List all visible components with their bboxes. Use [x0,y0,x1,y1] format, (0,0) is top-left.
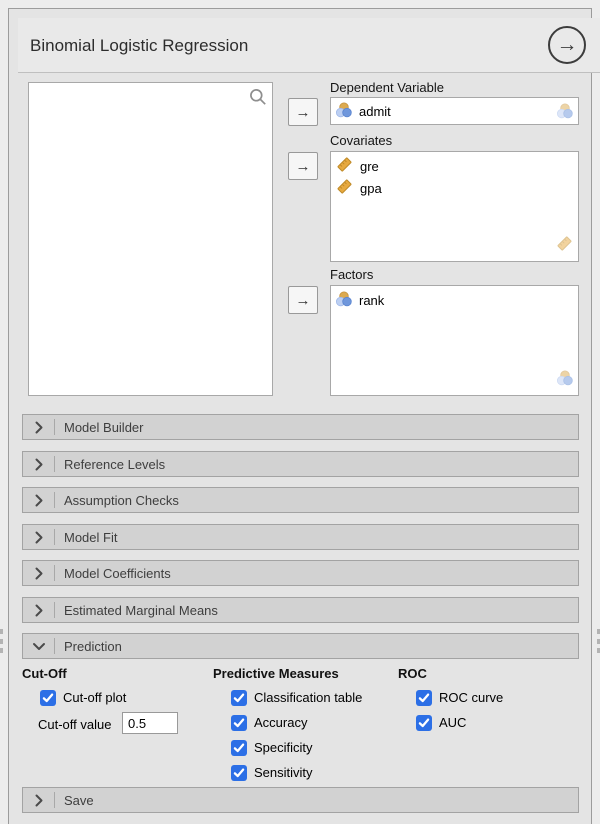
checkbox-label: Accuracy [254,715,308,730]
chevron-down-icon [35,640,44,653]
section-label: Estimated Marginal Means [64,602,218,618]
checkbox-label: ROC curve [439,690,504,705]
factors-box[interactable] [330,285,579,396]
checkmark-icon [233,742,245,754]
cutoff-value-label: Cut-off value [38,717,112,732]
run-analysis-button[interactable] [548,26,586,64]
predictive-measures-group-title: Predictive Measures [213,666,339,681]
available-variables-list[interactable] [28,82,273,396]
arrow-right-icon: → [295,103,311,121]
checkbox-classification-table[interactable] [231,689,362,706]
section-reference-levels[interactable] [22,451,579,477]
checkbox-auc[interactable] [416,714,466,731]
section-model-fit[interactable] [22,524,579,550]
page-title: Binomial Logistic Regression [30,36,249,55]
circle-arrow-right-icon: → [556,32,578,56]
variable-item[interactable] [331,155,578,177]
covariates-label: Covariates [330,133,393,148]
checkmark-icon [418,717,430,729]
checkbox-specificity[interactable] [231,739,313,756]
section-label: Reference Levels [64,456,166,472]
section-assumption-checks[interactable] [22,487,579,513]
section-prediction[interactable] [22,633,579,659]
nominal-icon [336,291,352,307]
checkmark-icon [233,692,245,704]
variable-item[interactable] [331,289,578,311]
checkbox-label: Specificity [254,740,313,755]
nominal-icon [336,102,352,118]
checkbox-label: Cut-off plot [63,690,127,705]
nominal-icon [557,103,573,119]
covariates-box[interactable] [330,151,579,262]
allowed-type-nominal-icon [557,370,573,391]
continuous-icon [556,235,573,252]
checkbox-label: Classification table [254,690,363,705]
section-label: Assumption Checks [64,492,179,508]
section-save[interactable] [22,787,579,813]
checkmark-icon [233,717,245,729]
chevron-right-icon [35,604,43,617]
chevron-right-icon [35,494,43,507]
continuous-icon [336,156,353,173]
chevron-right-icon [35,794,43,807]
move-to-factors-button[interactable] [288,286,318,314]
move-to-dependent-button[interactable] [288,98,318,126]
section-label: Model Coefficients [64,565,171,581]
section-estimated-marginal-means[interactable] [22,597,579,623]
section-label: Prediction [64,638,122,654]
allowed-type-continuous-icon [556,235,573,257]
section-model-builder[interactable] [22,414,579,440]
nominal-icon [557,370,573,386]
variable-name: gpa [360,180,382,196]
chevron-right-icon [35,567,43,580]
allowed-type-nominal-icon [557,103,573,124]
title-bar [18,18,600,73]
section-label: Save [64,792,94,808]
variable-item[interactable] [331,100,578,122]
variable-name: rank [359,292,385,308]
variable-name: gre [360,158,379,174]
cutoff-group-title: Cut-Off [22,666,67,681]
checkmark-icon [42,692,54,704]
checkbox-label: Sensitivity [254,765,313,780]
dependent-variable-box[interactable] [330,97,579,125]
dependent-variable-label: Dependent Variable [330,80,444,95]
continuous-icon [336,178,353,195]
checkbox-roc-curve[interactable] [416,689,503,706]
variable-name: admit [359,103,391,119]
checkbox-accuracy[interactable] [231,714,307,731]
arrow-right-icon: → [295,157,311,175]
chevron-right-icon [35,458,43,471]
chevron-right-icon [33,642,46,650]
cutoff-value-input[interactable] [122,712,178,734]
variable-item[interactable] [331,177,578,199]
checkbox-cutoff-plot[interactable] [40,689,126,706]
checkmark-icon [233,767,245,779]
roc-group-title: ROC [398,666,427,681]
chevron-right-icon [35,531,43,544]
search-icon[interactable] [249,88,267,106]
section-label: Model Fit [64,529,118,545]
section-model-coefficients[interactable] [22,560,579,586]
checkbox-sensitivity[interactable] [231,764,313,781]
checkbox-label: AUC [439,715,467,730]
section-label: Model Builder [64,419,144,435]
splitter-handle-left[interactable] [0,629,3,653]
arrow-right-icon: → [295,291,311,309]
factors-label: Factors [330,267,374,282]
checkmark-icon [418,692,430,704]
chevron-right-icon [35,421,43,434]
move-to-covariates-button[interactable] [288,152,318,180]
